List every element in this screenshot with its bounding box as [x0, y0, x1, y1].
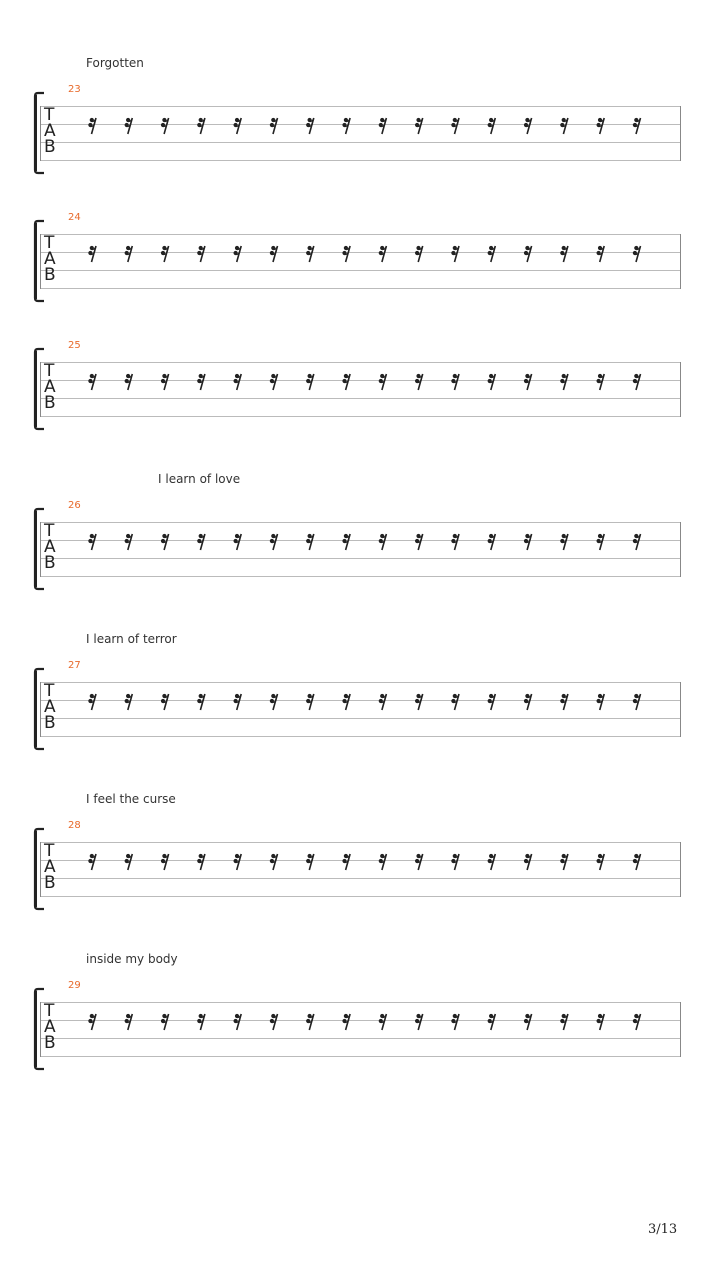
tab-clef-a: A [44, 121, 56, 141]
bar-number: 24 [68, 212, 81, 223]
sixteenth-rest-icon [270, 1014, 278, 1030]
tab-clef-t: T [44, 233, 55, 253]
tab-clef-a: A [44, 857, 56, 877]
tab-clef-t: T [44, 361, 55, 381]
tab-clef-a: A [44, 377, 56, 397]
sixteenth-rest-icon [560, 1014, 568, 1030]
sixteenth-rest-icon [379, 1014, 387, 1030]
sixteenth-rest-icon [125, 1014, 133, 1030]
sixteenth-rest-icon [488, 1014, 496, 1030]
tab-clef-b: B [44, 1033, 56, 1053]
bar-number: 25 [68, 340, 81, 351]
tab-clef-t: T [44, 841, 55, 861]
sixteenth-rest-icon [306, 1014, 314, 1030]
tab-clef-b: B [44, 553, 56, 573]
lyric-text: I learn of love [158, 472, 241, 486]
lyric-text: Forgotten [86, 56, 144, 70]
tab-clef-a: A [44, 1017, 56, 1037]
tab-clef-b: B [44, 137, 56, 157]
tab-clef-a: A [44, 697, 56, 717]
sixteenth-rest-icon [88, 1014, 96, 1030]
sixteenth-rest-icon [161, 1014, 169, 1030]
bar-number: 29 [68, 980, 81, 991]
tab-clef-b: B [44, 265, 56, 285]
tab-clef-a: A [44, 537, 56, 557]
sixteenth-rest-icon [197, 1014, 205, 1030]
bar-number: 23 [68, 84, 81, 95]
lyric-text: inside my body [86, 952, 178, 966]
sixteenth-rest-icon [451, 1014, 459, 1030]
tab-clef-a: A [44, 249, 56, 269]
sixteenth-rest-icon [524, 1014, 532, 1030]
lyric-text: I feel the curse [86, 792, 176, 806]
tab-clef-b: B [44, 713, 56, 733]
sixteenth-rest-icon [597, 1014, 605, 1030]
bar-number: 28 [68, 820, 81, 831]
sixteenth-rest-icon [633, 1014, 641, 1030]
bar-number: 27 [68, 660, 81, 671]
tab-clef-t: T [44, 681, 55, 701]
tab-clef-b: B [44, 873, 56, 893]
sixteenth-rest-icon [415, 1014, 423, 1030]
tab-clef-t: T [44, 1001, 55, 1021]
bar-number: 26 [68, 500, 81, 511]
sixteenth-rest-icon [342, 1014, 350, 1030]
tab-clef-t: T [44, 521, 55, 541]
lyric-text: I learn of terror [86, 632, 177, 646]
tab-clef-b: B [44, 393, 56, 413]
sixteenth-rest-icon [234, 1014, 242, 1030]
page-number: 3/13 [648, 1222, 678, 1237]
tab-clef-t: T [44, 105, 55, 125]
